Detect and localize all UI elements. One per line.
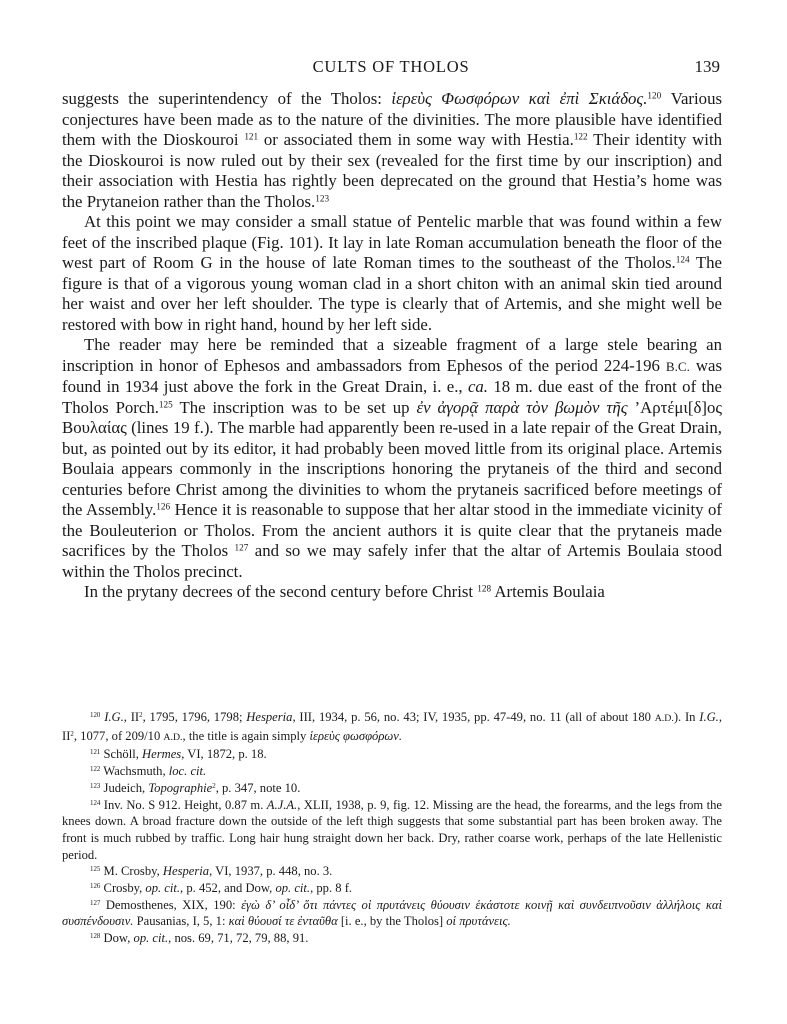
footnote-1 [62, 709, 722, 746]
text-run: , XLII, 1938, p. 9, fig. 12. Missing are the head, the forearms, and the legs from the knees down. A broad fracture down the outside of the left thigh suggests that some substantial part has been broken away. The front is much rubbed by traffic. Long hair hung straight down her back. Dry, rather coarse work, perhaps of the late Hellenistic period. [62, 797, 723, 862]
note-ref: 123 [90, 782, 101, 790]
text-run: Crosby, [100, 881, 146, 896]
text-run: Dow, [100, 931, 134, 946]
paragraph-4 [62, 582, 722, 603]
text-run: , pp. 8 f. [310, 881, 353, 896]
italic-text: op. cit. [145, 881, 181, 896]
text-run: M. Crosby, [100, 864, 163, 879]
note-ref: 123 [315, 192, 330, 203]
text-run: , VI, 1937, p. 448, no. 3. [209, 864, 333, 879]
text-run: The figure is that of a vigorous young woman clad in a short chiton with an animal skin tied around her waist and over her left shoulder. The type is clearly that of Artemis, and she might well be restored with bow in right hand, hound by her left side. [62, 253, 722, 334]
italic-text: A.J.A. [266, 797, 298, 812]
text-run: In the prytany decrees of the second century before Christ [84, 582, 478, 601]
italic-text: ἐν ἀγορᾷ παρὰ τὸν βωμὸν τῆς [416, 397, 628, 417]
note-ref: 2 [212, 782, 216, 790]
note-ref: 124 [90, 799, 101, 807]
text-run: , II [62, 710, 722, 743]
note-ref: 126 [156, 501, 171, 512]
note-ref: 125 [90, 866, 101, 874]
text-run: 18 m. due east of the front of the Tholos Porch. [62, 377, 723, 417]
text-run: , VI, 1872, p. 18. [181, 747, 267, 762]
note-ref: 120 [647, 90, 662, 101]
note-ref: 120 [90, 711, 101, 719]
text-run: , p. 347, note 10. [215, 780, 301, 795]
text-run: [i. e., by the Tholos] [337, 914, 447, 929]
text-run: and so we may safely infer that the altar of Artemis Boulaia stood within the Tholos precinct. [62, 541, 723, 581]
text-run: Hence it is reasonable to suppose that her altar stood in the immediate vicinity of the Bouleuterion or Tholos. From the ancient authors it is quite clear that the prytaneis made sacrifices by the Tholos [62, 500, 722, 560]
text-run: Wachsmuth, [100, 764, 169, 779]
running-head: CULTS OF THOLOS [312, 57, 470, 76]
footnotes [62, 709, 722, 947]
italic-text: Hesperia [162, 864, 210, 879]
footnote-7 [62, 880, 722, 897]
paragraph-2 [62, 212, 722, 335]
text-run: Judeich, [100, 780, 149, 795]
small-caps-text: A.D. [163, 731, 183, 743]
italic-text: ἐγὼ δ’ οἶδ’ ὅτι πάντες οἱ πρυτάνεις θύουσιν ἑκάστοτε κοινῇ καὶ συνδειπνοῦσιν ἀλλήλοις καὶ συσπένδουσιν. [62, 897, 722, 929]
text-run: , the title is again simply [182, 728, 310, 743]
note-ref: 127 [90, 899, 101, 907]
note-ref: 128 [477, 583, 492, 594]
page-header [62, 57, 720, 83]
italic-text: ἱερεὺς φωσφόρων. [309, 728, 403, 743]
text-run: , 1077, of 209/10 [73, 728, 164, 743]
text-run: , 1795, 1796, 1798; [142, 710, 247, 724]
italic-text: ἱερεὺς Φωσφόρων καὶ ἐπὶ Σκιάδος. [391, 89, 648, 108]
small-caps-text: B.C. [665, 358, 690, 374]
italic-text: Hesperia [246, 710, 293, 724]
text-run: suggests the superintendency of the Tholos: [62, 89, 392, 108]
text-run: Their identity with the Dioskouroi is now ruled out by their sex (revealed for the first time by our inscription) and their association with Hestia has rightly been deprecated on the ground that Hestia’s home was the Prytaneion rather than the Tholos. [62, 130, 722, 211]
note-ref: 124 [675, 254, 690, 265]
text-run: Pausanias, I, 5, 1: [133, 914, 229, 929]
text-run: , nos. 69, 71, 72, 79, 88, 91. [168, 931, 309, 946]
paragraph-3 [62, 335, 722, 582]
text-run: , II [123, 710, 140, 724]
italic-text: καὶ θύουσί τε ἐνταῦθα [228, 914, 338, 929]
text-run: The inscription was to be set up [172, 397, 417, 417]
footnote-4 [62, 780, 722, 797]
footnote-2 [62, 746, 722, 763]
note-ref: 121 [90, 749, 101, 757]
note-ref: 2 [70, 730, 74, 738]
italic-text: I.G. [699, 710, 719, 724]
text-run: Various conjectures have been made as to the nature of the divinities. The more plausible have identified them with the Dioskouroi [62, 89, 722, 149]
italic-text: I.G. [100, 710, 124, 724]
note-ref: 121 [244, 131, 259, 142]
text-run: Schöll, [100, 747, 143, 762]
text-run: , p. 452, and Dow, [180, 881, 276, 896]
footnote-6 [62, 863, 722, 880]
text-run: or associated them in some way with Hestia. [258, 130, 574, 149]
text-run: ’Αρτέμι[δ]ος Βουλαίας (lines 19 f.). The marble had apparently been re-used in a late repair of the Great Drain, but, as pointed out by its editor, it had probably been moved little from its original place. Artemis Boulaia appears commonly in the inscriptions honoring the prytaneis of the third and second centuries before Christ among the divinities to whom the prytaneis sacrificed before meetings of the Assembly. [62, 397, 722, 519]
text-run: Artemis Boulaia [491, 582, 605, 601]
italic-text: Hermes [142, 747, 182, 762]
italic-text: οἱ πρυτάνεις. [446, 914, 511, 929]
text-run: Demosthenes, XIX, 190: [100, 897, 242, 912]
footnote-5 [62, 797, 722, 864]
text-run: was found in 1934 just above the fork in the Great Drain, i. e., [62, 355, 723, 396]
italic-text: op. cit. [275, 881, 311, 896]
note-ref: 125 [158, 398, 173, 409]
note-ref: 122 [573, 131, 588, 142]
italic-text: ca. [467, 377, 488, 396]
text-run: Inv. No. S 912. Height, 0.87 m. [100, 797, 267, 812]
footnote-3 [62, 763, 722, 780]
page-number: 139 [694, 57, 720, 76]
footnote-9 [62, 930, 722, 947]
italic-text: loc. cit. [168, 764, 207, 779]
note-ref: 2 [139, 711, 143, 719]
text-run: , III, 1934, p. 56, no. 43; IV, 1935, pp. 47-49, no. 11 (all of about 180 [292, 710, 655, 724]
paragraph-1 [62, 89, 722, 212]
note-ref: 126 [90, 882, 101, 890]
note-ref: 122 [90, 765, 101, 773]
small-caps-text: A.D. [654, 713, 674, 724]
text-run: ). In [673, 710, 700, 724]
text-run: At this point we may consider a small statue of Pentelic marble that was found within a few feet of the inscribed plaque (Fig. 101). It lay in late Roman accumulation beneath the floor of the west part of Room G in the house of late Roman times to the southeast of the Tholos. [62, 212, 722, 272]
text-run: The reader may here be reminded that a sizeable fragment of a large stele bearing an inscription in honor of Ephesos and ambassadors from Ephesos of the period 224-196 [62, 335, 722, 375]
footnote-8 [62, 897, 722, 930]
italic-text: Topographie [148, 780, 213, 795]
italic-text: op. cit. [133, 931, 169, 946]
note-ref: 128 [90, 932, 101, 940]
note-ref: 127 [234, 542, 249, 553]
body-text [62, 89, 722, 603]
